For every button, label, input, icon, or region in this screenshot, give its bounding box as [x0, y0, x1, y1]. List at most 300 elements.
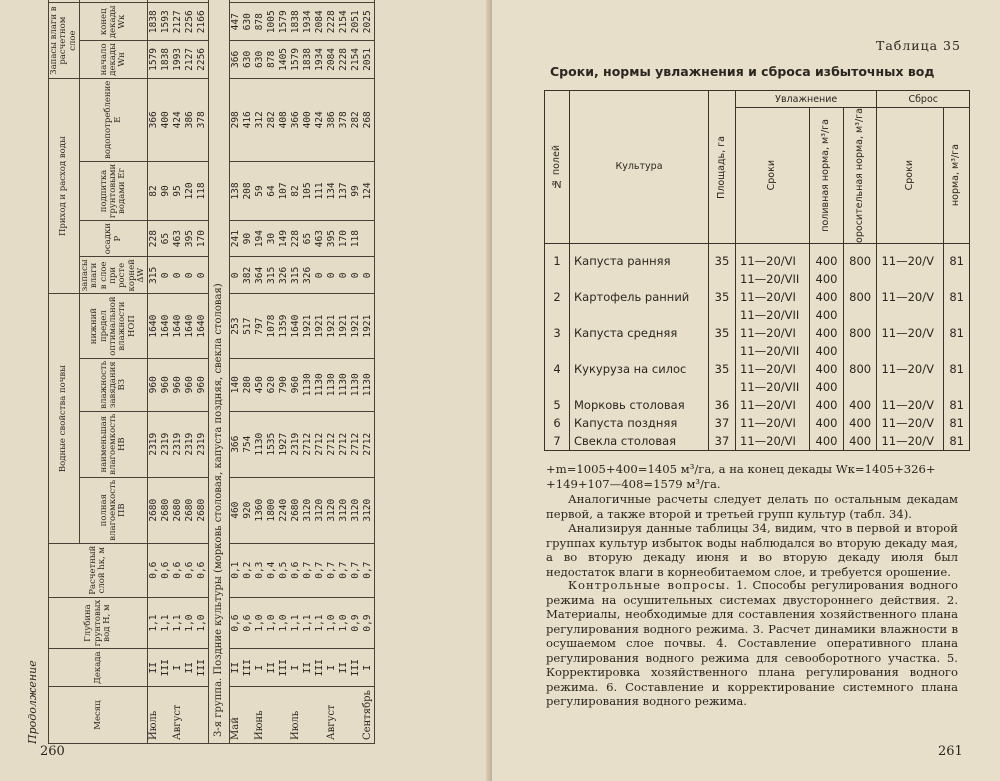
right-page-content — [492, 0, 1000, 781]
paragraph-2-block — [546, 521, 958, 579]
cell-wk: 2154 — [338, 3, 350, 41]
cell-pv: 3120 — [314, 477, 326, 543]
col-surplus — [80, 0, 148, 3]
cell-p: 118 — [350, 221, 362, 257]
cell-hk: 0,6 — [290, 543, 302, 597]
cell-d_norm: 81 — [944, 360, 970, 378]
cell-h: 0,9 — [362, 597, 375, 649]
cell-wk: 2127 — [172, 3, 184, 41]
cell-nv: 2319 — [172, 411, 184, 477]
cell-dates: 11—20/VI — [736, 324, 810, 342]
table-row — [172, 0, 184, 744]
group-watering: Увлажнение — [736, 91, 877, 108]
cell-nv: 2712 — [350, 411, 362, 477]
cell-hk: 0,3 — [254, 543, 266, 597]
cell-month — [278, 687, 290, 744]
cell-dw: 0 — [160, 257, 172, 294]
table-row — [545, 243, 970, 270]
moisture-balance-table — [48, 0, 375, 744]
cell-vz: 790 — [278, 358, 290, 411]
cell-s — [338, 0, 350, 3]
cell-eg: 105 — [302, 161, 314, 220]
paragraph-1: Аналогичные расчеты следует делать по остальным декадам первой, а также второй и третьей групп культур (табл. 34). — [546, 492, 958, 521]
cell-e: 366 — [148, 78, 161, 161]
cell-p: 194 — [254, 221, 266, 257]
cell-month — [350, 687, 362, 744]
cell-nop: 1921 — [350, 294, 362, 358]
cell-decade: II — [266, 649, 278, 687]
cell-no — [545, 342, 570, 360]
cell-h: 1,0 — [184, 597, 196, 649]
cell-no: 5 — [545, 396, 570, 414]
cell-no: 1 — [545, 243, 570, 270]
table-title: Сроки, нормы увлажнения и сброса избыточных вод — [550, 64, 935, 79]
cell-wk: 447 — [230, 3, 243, 41]
cell-h: 1,0 — [266, 597, 278, 649]
cell-dw: 0 — [362, 257, 375, 294]
cell-wk: 630 — [242, 3, 254, 41]
cell-month — [266, 687, 278, 744]
cell-d_norm — [944, 342, 970, 360]
cell-e: 386 — [326, 78, 338, 161]
cell-e: 416 — [242, 78, 254, 161]
cell-nop: 1640 — [196, 294, 209, 358]
cell-crop: Морковь столовая — [570, 396, 709, 414]
cell-wk: 1838 — [290, 3, 302, 41]
cell-crop: Капуста средняя — [570, 324, 709, 342]
table-row — [545, 360, 970, 378]
formula-line-1: +m=1005+400=1405 м³/га, а на конец декады Wк=1405+326+ — [546, 462, 936, 476]
col-crop: Культура — [570, 91, 709, 244]
cell-pv: 1360 — [254, 477, 266, 543]
cell-no: 2 — [545, 288, 570, 306]
cell-eg: 120 — [184, 161, 196, 220]
group-inflow: Приход и расход воды — [49, 78, 80, 294]
cell-nv: 2319 — [184, 411, 196, 477]
cell-area — [709, 378, 736, 396]
cell-nop: 797 — [254, 294, 266, 358]
cell-h: 0,6 — [242, 597, 254, 649]
cell-nv: 366 — [230, 411, 243, 477]
cell-month — [302, 687, 314, 744]
cell-wk: 2051 — [350, 3, 362, 41]
cell-pv: 2680 — [290, 477, 302, 543]
table-row — [545, 324, 970, 342]
table-row — [302, 0, 314, 744]
cell-month: Июль — [148, 687, 161, 744]
cell-s — [184, 0, 196, 3]
cell-total — [843, 378, 877, 396]
page-number-left: 260 — [40, 744, 65, 759]
schedule-table — [544, 90, 970, 451]
cell-dw: 315 — [148, 257, 161, 294]
cell-vz: 960 — [172, 358, 184, 411]
cell-vz: 960 — [196, 358, 209, 411]
cell-d_dates: 11—20/V — [877, 288, 944, 306]
table-row — [254, 0, 266, 744]
cell-e: 268 — [362, 78, 375, 161]
cell-d_dates: 11—20/V — [877, 360, 944, 378]
cell-irr: 400 — [810, 360, 844, 378]
cell-d_norm: 81 — [944, 396, 970, 414]
group-balance — [49, 0, 80, 3]
cell-e: 298 — [230, 78, 243, 161]
cell-hk: 0,4 — [266, 543, 278, 597]
group3-label: 3-я группа. Поздние культуры (морковь столовая, капуста поздняя, свекла столовая) — [209, 0, 230, 744]
cell-h: 1,1 — [160, 597, 172, 649]
cell-decade: II — [184, 649, 196, 687]
cell-total: 800 — [843, 360, 877, 378]
cell-decade: III — [350, 649, 362, 687]
cell-wn: 1405 — [278, 41, 290, 79]
cell-wk: 878 — [254, 3, 266, 41]
table-row — [545, 414, 970, 432]
cell-area: 37 — [709, 432, 736, 451]
cell-d_dates: 11—20/V — [877, 243, 944, 270]
cell-s — [172, 0, 184, 3]
col-d-norm: норма, м³/га — [944, 108, 970, 244]
formula-block — [546, 462, 958, 491]
cell-h: 0,9 — [350, 597, 362, 649]
cell-dw: 315 — [290, 257, 302, 294]
cell-decade: I — [290, 649, 302, 687]
cell-d_dates: 11—20/V — [877, 432, 944, 451]
cell-eg: 90 — [160, 161, 172, 220]
cell-vz: 960 — [184, 358, 196, 411]
cell-nop: 253 — [230, 294, 243, 358]
cell-hk: 0,7 — [302, 543, 314, 597]
cell-d_dates — [877, 270, 944, 288]
cell-p: 65 — [302, 221, 314, 257]
cell-hk: 0,2 — [242, 543, 254, 597]
cell-hk: 0,6 — [196, 543, 209, 597]
cell-p: 395 — [326, 221, 338, 257]
cell-e: 282 — [350, 78, 362, 161]
cell-area: 35 — [709, 288, 736, 306]
cell-p: 395 — [184, 221, 196, 257]
cell-irr: 400 — [810, 243, 844, 270]
paragraph-2: Анализируя данные таблицы 34, видим, что в первой и второй группах культур избыток воды наблюдался во вторую декаду мая, а во вторую декаду июня и во вторую декаду июля был недостаток влаги в корнеобитаемом слое, и требуется орошение. — [546, 521, 958, 579]
table-row — [545, 306, 970, 324]
cell-nv: 1130 — [254, 411, 266, 477]
table-label: Таблица 35 — [876, 38, 961, 53]
cell-wk: 2256 — [184, 3, 196, 41]
cell-e: 386 — [184, 78, 196, 161]
cell-total: 800 — [843, 243, 877, 270]
table-row — [326, 0, 338, 744]
cell-nv: 2319 — [196, 411, 209, 477]
cell-no: 4 — [545, 360, 570, 378]
cell-s — [242, 0, 254, 3]
cell-wk: 2084 — [314, 3, 326, 41]
cell-dates: 11—20/VII — [736, 270, 810, 288]
cell-hk: 0,6 — [172, 543, 184, 597]
cell-pv: 3120 — [338, 477, 350, 543]
cell-month — [160, 687, 172, 744]
cell-e: 400 — [302, 78, 314, 161]
cell-area — [709, 270, 736, 288]
table-row — [314, 0, 326, 744]
formula-line-2: +149+107—408=1579 м³/га. — [546, 476, 721, 491]
cell-vz: 960 — [290, 358, 302, 411]
cell-eg: 134 — [326, 161, 338, 220]
cell-no: 6 — [545, 414, 570, 432]
cell-dates: 11—20/VI — [736, 243, 810, 270]
cell-pv: 2680 — [172, 477, 184, 543]
cell-eg: 64 — [266, 161, 278, 220]
cell-wn: 2228 — [338, 41, 350, 79]
cell-month — [242, 687, 254, 744]
cell-wk: 2025 — [362, 3, 375, 41]
cell-s — [254, 0, 266, 3]
cell-irr: 400 — [810, 342, 844, 360]
cell-area — [709, 306, 736, 324]
cell-nv: 2319 — [290, 411, 302, 477]
cell-eg: 118 — [196, 161, 209, 220]
cell-wn: 2051 — [362, 41, 375, 79]
group-discharge: Сброс — [877, 91, 970, 108]
cell-month — [314, 687, 326, 744]
cell-dates: 11—20/VI — [736, 288, 810, 306]
cell-d_dates — [877, 342, 944, 360]
table-row — [350, 0, 362, 744]
cell-s — [160, 0, 172, 3]
table-row — [160, 0, 172, 744]
group-reserves: Запасы влаги в расчетном слое — [49, 3, 80, 78]
cell-wn: 2256 — [196, 41, 209, 79]
cell-p: 463 — [314, 221, 326, 257]
table-row — [290, 0, 302, 744]
cell-month: Август — [172, 687, 184, 744]
group-label-row — [209, 0, 230, 744]
questions-text: 1. Способы регулирования водного режима на осушительных системах двустороннего действия. 2. Материалы, необходимые для составления хозяйственного плана регулирования водного режима. 3. Расчет динамики влажности в осушаемом слое почвы. 4. Составление оперативного плана регулирования водного режима для севооборотного участка. 5. Корректировка хозяйственного плана регулирования водного режима. 6. Составление и корректирование системного плана регулирования водного режима. — [546, 578, 959, 708]
cell-e: 424 — [172, 78, 184, 161]
cell-h: 1,0 — [278, 597, 290, 649]
cell-area: 36 — [709, 396, 736, 414]
questions-paragraph — [546, 578, 958, 709]
cell-nv: 1535 — [266, 411, 278, 477]
cell-h: 1,1 — [290, 597, 302, 649]
cell-total: 400 — [843, 432, 877, 451]
cell-nop: 1921 — [362, 294, 375, 358]
col-flush-norm: оросительная норма, м³/га — [843, 108, 877, 244]
cell-nv: 2319 — [148, 411, 161, 477]
cell-crop: Картофель ранний — [570, 288, 709, 306]
cell-p: 65 — [160, 221, 172, 257]
cell-vz: 1130 — [326, 358, 338, 411]
cell-e: 378 — [196, 78, 209, 161]
cell-h: 1,0 — [254, 597, 266, 649]
cell-h: 1,1 — [172, 597, 184, 649]
cell-p: 228 — [148, 221, 161, 257]
cell-vz: 960 — [160, 358, 172, 411]
cell-eg: 124 — [362, 161, 375, 220]
cell-wn: 878 — [266, 41, 278, 79]
cell-nop: 1921 — [302, 294, 314, 358]
cell-month — [184, 687, 196, 744]
cell-irr: 400 — [810, 306, 844, 324]
cell-d_dates: 11—20/V — [877, 324, 944, 342]
cell-eg: 111 — [314, 161, 326, 220]
cell-eg: 59 — [254, 161, 266, 220]
col-groundwater: Глубина грунтовых вод H, м — [49, 597, 148, 649]
cell-wn: 2127 — [184, 41, 196, 79]
col-pv: полная влагоемкость ПВ — [80, 477, 148, 543]
cell-month: Август — [326, 687, 338, 744]
col-layer: Расчетный слой hк, м — [49, 543, 148, 597]
cell-s — [326, 0, 338, 3]
cell-eg: 82 — [290, 161, 302, 220]
table-row — [545, 432, 970, 451]
cell-wn: 1993 — [172, 41, 184, 79]
cell-pv: 2680 — [196, 477, 209, 543]
cell-nv: 2712 — [314, 411, 326, 477]
cell-pv: 2240 — [278, 477, 290, 543]
cell-pv: 2680 — [148, 477, 161, 543]
cell-eg: 107 — [278, 161, 290, 220]
cell-irr: 400 — [810, 378, 844, 396]
cell-dates: 11—20/VI — [736, 432, 810, 451]
cell-month — [196, 687, 209, 744]
cell-h: 1,0 — [338, 597, 350, 649]
cell-nop: 1640 — [148, 294, 161, 358]
cell-crop — [570, 306, 709, 324]
cell-irr: 400 — [810, 414, 844, 432]
cell-nop: 1078 — [266, 294, 278, 358]
cell-wk: 1579 — [278, 3, 290, 41]
cell-hk: 0,6 — [160, 543, 172, 597]
cell-nop: 517 — [242, 294, 254, 358]
cell-dw: 0 — [326, 257, 338, 294]
cell-wk: 1005 — [266, 3, 278, 41]
cell-crop — [570, 270, 709, 288]
cell-month — [338, 687, 350, 744]
cell-h: 1,1 — [148, 597, 161, 649]
cell-d_norm: 81 — [944, 414, 970, 432]
cell-irr: 400 — [810, 288, 844, 306]
cell-p — [362, 221, 375, 257]
cell-hk: 0,6 — [184, 543, 196, 597]
cell-pv: 3120 — [350, 477, 362, 543]
col-month: Месяц — [49, 687, 148, 744]
col-gw-feed: подпитка грунтовыми водами Eг — [80, 161, 148, 220]
table-row — [545, 270, 970, 288]
cell-wn: 630 — [242, 41, 254, 79]
cell-pv: 3120 — [326, 477, 338, 543]
cell-hk: 0,7 — [350, 543, 362, 597]
cell-p: 241 — [230, 221, 243, 257]
cell-s — [302, 0, 314, 3]
cell-crop — [570, 342, 709, 360]
col-d-dates: Сроки — [877, 108, 944, 244]
cell-d_norm: 81 — [944, 432, 970, 451]
cell-hk: 0,6 — [148, 543, 161, 597]
cell-nv: 754 — [242, 411, 254, 477]
cell-e: 424 — [314, 78, 326, 161]
cell-d_norm: 81 — [944, 288, 970, 306]
cell-p: 463 — [172, 221, 184, 257]
cell-vz: 140 — [230, 358, 243, 411]
col-nv: наименьшая влагоемкость НВ — [80, 411, 148, 477]
cell-nv: 1927 — [278, 411, 290, 477]
cell-h: 1,1 — [302, 597, 314, 649]
cell-d_norm: 81 — [944, 243, 970, 270]
cell-nop: 1921 — [314, 294, 326, 358]
cell-eg: 208 — [242, 161, 254, 220]
col-decade: Декада — [49, 649, 148, 687]
cell-wk: 1934 — [302, 3, 314, 41]
cell-wn: 2154 — [350, 41, 362, 79]
cell-pv: 1800 — [266, 477, 278, 543]
table-row — [278, 0, 290, 744]
cell-area: 35 — [709, 243, 736, 270]
table-row — [230, 0, 243, 744]
cell-decade: I — [362, 649, 375, 687]
table-row — [545, 378, 970, 396]
moisture-balance-body — [148, 0, 375, 744]
cell-no — [545, 270, 570, 288]
cell-decade: II — [230, 649, 243, 687]
cell-d_dates — [877, 306, 944, 324]
table-row — [266, 0, 278, 744]
cell-decade: II — [302, 649, 314, 687]
cell-irr: 400 — [810, 432, 844, 451]
cell-dw: 364 — [254, 257, 266, 294]
cell-irr: 400 — [810, 324, 844, 342]
cell-total — [843, 270, 877, 288]
cell-nv: 2712 — [302, 411, 314, 477]
cell-hk: 0,7 — [338, 543, 350, 597]
cell-hk: 0,7 — [326, 543, 338, 597]
continuation-label: Продолжение — [26, 660, 39, 744]
cell-wn: 2084 — [326, 41, 338, 79]
cell-dates: 11—20/VII — [736, 378, 810, 396]
cell-d_norm — [944, 270, 970, 288]
cell-decade: II — [338, 649, 350, 687]
cell-no: 7 — [545, 432, 570, 451]
cell-wk: 2228 — [326, 3, 338, 41]
cell-vz: 620 — [266, 358, 278, 411]
rotated-table-area — [26, 5, 472, 744]
cell-nop: 1359 — [278, 294, 290, 358]
cell-hk: 0,7 — [314, 543, 326, 597]
cell-vz: 280 — [242, 358, 254, 411]
cell-pv: 2680 — [160, 477, 172, 543]
col-end: конец декады Wк — [80, 3, 148, 41]
col-nop: нижний предел оптимальной влажности НОП — [80, 294, 148, 358]
cell-vz: 1130 — [338, 358, 350, 411]
cell-dw: 0 — [184, 257, 196, 294]
cell-dw: 0 — [196, 257, 209, 294]
cell-hk: 0,1 — [230, 543, 243, 597]
col-evap: водопотребление E — [80, 78, 148, 161]
cell-p: 228 — [290, 221, 302, 257]
cell-decade: III — [196, 649, 209, 687]
cell-h: 1,0 — [196, 597, 209, 649]
cell-nv: 2319 — [160, 411, 172, 477]
cell-wn: 1838 — [302, 41, 314, 79]
cell-s — [362, 0, 375, 3]
cell-nop: 1921 — [326, 294, 338, 358]
cell-decade: II — [148, 649, 161, 687]
cell-e: 408 — [278, 78, 290, 161]
cell-crop: Кукуруза на силос — [570, 360, 709, 378]
table-row — [184, 0, 196, 744]
cell-vz: 1130 — [350, 358, 362, 411]
cell-e: 366 — [290, 78, 302, 161]
cell-decade: I — [254, 649, 266, 687]
cell-total — [843, 342, 877, 360]
